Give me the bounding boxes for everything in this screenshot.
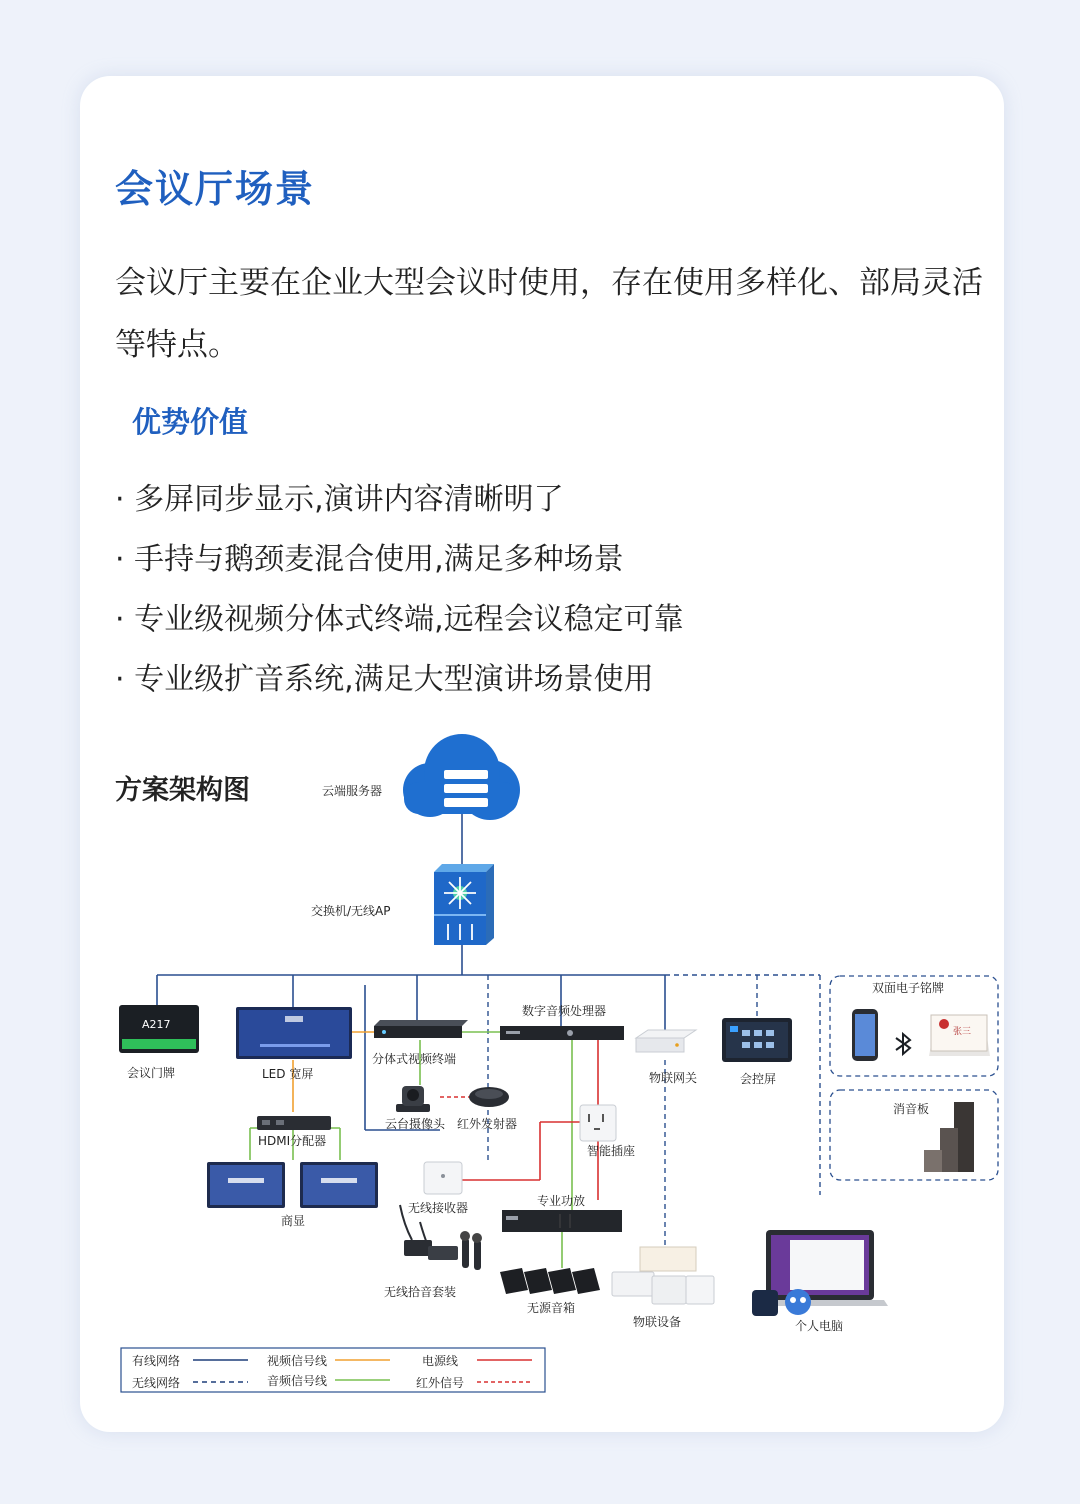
personal-computer-icon [752, 1230, 888, 1316]
wireless-receiver-icon [424, 1162, 462, 1194]
amplifier-label: 专业功放 [537, 1194, 586, 1208]
wireless-mic-kit-label: 无线拾音套装 [384, 1285, 457, 1299]
iot-devices-icon [612, 1247, 714, 1304]
ptz-camera-label: 云台摄像头 [385, 1117, 446, 1131]
diagram-title: 方案架构图 [115, 775, 250, 806]
legend-label: 电源线 [422, 1354, 459, 1368]
phone-icon [852, 1009, 878, 1061]
ir-emitter-icon [469, 1087, 509, 1107]
video-terminal-icon [374, 1020, 468, 1038]
passive-speakers-label: 无源音箱 [527, 1301, 576, 1315]
wired-network-lines [157, 812, 665, 1130]
legend-box [121, 1348, 545, 1392]
cloud-server-label: 云端服务器 [322, 784, 383, 798]
e-nameplate-name: 张三 [953, 1027, 972, 1037]
control-screen-icon [722, 1018, 792, 1062]
audio-processor-label: 数字音频处理器 [522, 1004, 607, 1018]
door-sign-room: A217 [142, 1018, 171, 1031]
hdmi-splitter-icon [257, 1116, 331, 1130]
ptz-camera-icon [396, 1086, 430, 1112]
personal-computer-label: 个人电脑 [795, 1319, 844, 1333]
cloud-server-icon [403, 734, 520, 820]
e-nameplate-label: 双面电子铭牌 [872, 981, 945, 995]
advantage-item: · 多屏同步显示,演讲内容清晰明了 [115, 482, 564, 517]
video-terminal-label: 分体式视频终端 [372, 1052, 457, 1066]
ir-emitter-label: 红外发射器 [457, 1117, 518, 1131]
control-screen-label: 会控屏 [740, 1072, 777, 1086]
switch-icon [434, 864, 494, 945]
switch-label: 交换机/无线AP [311, 904, 391, 918]
smart-socket-label: 智能插座 [587, 1144, 636, 1158]
legend-label: 红外信号 [416, 1376, 465, 1390]
commercial-display-icon [207, 1162, 285, 1208]
advantage-item: · 专业级视频分体式终端,远程会议稳定可靠 [115, 602, 684, 637]
iot-devices-label: 物联设备 [633, 1315, 682, 1329]
advantage-item: · 手持与鹅颈麦混合使用,满足多种场景 [115, 542, 624, 577]
legend-label: 音频信号线 [267, 1374, 328, 1388]
legend-label: 有线网络 [132, 1354, 181, 1368]
passive-speakers-icon [500, 1268, 600, 1294]
smart-socket-icon [580, 1105, 616, 1141]
acoustic-panel-icon [924, 1102, 974, 1172]
iot-gateway-icon [636, 1030, 696, 1052]
legend-label: 视频信号线 [267, 1354, 328, 1368]
hdmi-splitter-label: HDMI分配器 [258, 1134, 327, 1148]
led-screen-icon [236, 1007, 352, 1059]
wireless-receiver-label: 无线接收器 [408, 1201, 469, 1215]
scene-description: 会议厅主要在企业大型会议时使用，存在使用多样化、部局灵活等特点。 [115, 265, 983, 363]
commercial-display-icon [300, 1162, 378, 1208]
iot-gateway-label: 物联网关 [649, 1071, 698, 1085]
amplifier-icon [502, 1210, 622, 1232]
page-title: 会议厅场景 [115, 167, 316, 211]
audio-processor-icon [500, 1026, 624, 1040]
advantage-item: · 专业级扩音系统,满足大型演讲场景使用 [115, 662, 654, 697]
advantages-title: 优势价值 [132, 405, 249, 439]
legend-label: 无线网络 [132, 1376, 181, 1390]
commercial-display-label: 商显 [281, 1214, 306, 1228]
acoustic-panel-label: 消音板 [893, 1102, 930, 1116]
bluetooth-icon [896, 1034, 910, 1054]
door-sign-label: 会议门牌 [127, 1066, 176, 1080]
led-screen-label: LED 宽屏 [262, 1067, 314, 1081]
